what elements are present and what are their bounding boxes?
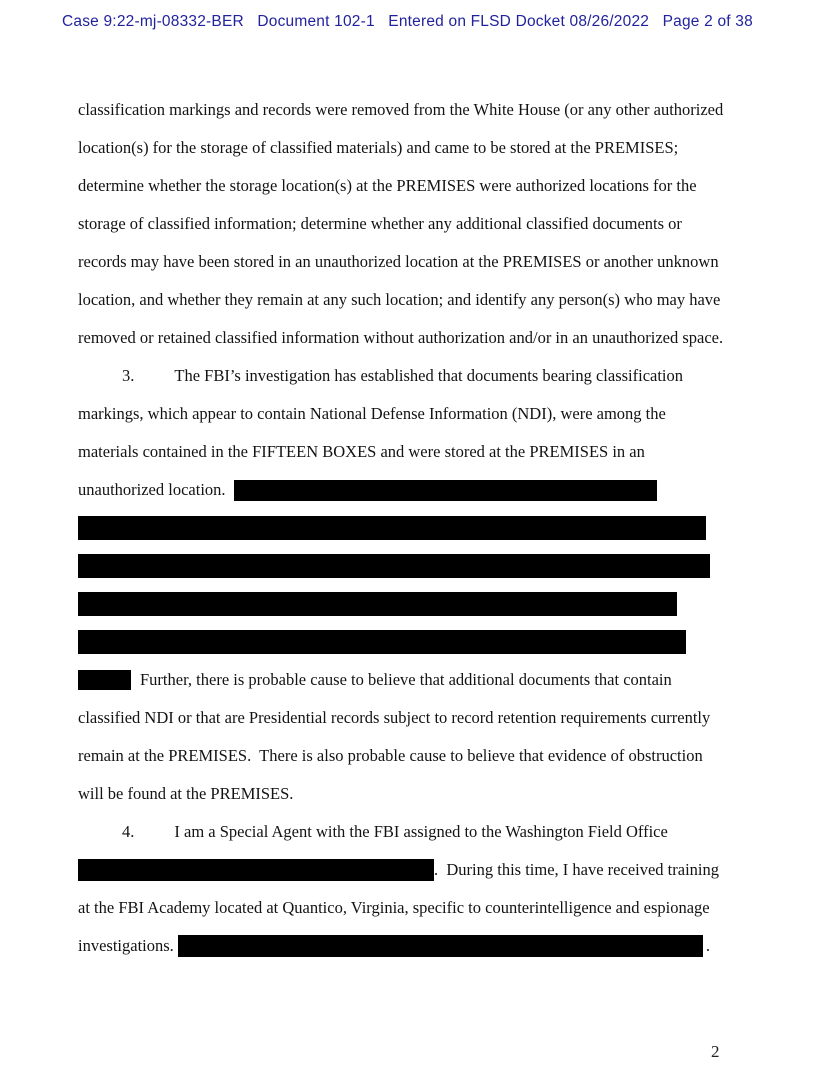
text-segment: markings, which appear to contain National Defense Information (NDI), were among the bbox=[78, 404, 666, 423]
text-line bbox=[78, 357, 726, 395]
text-line bbox=[78, 433, 726, 471]
text-segment: at the FBI Academy located at Quantico, Virginia, specific to counterintelligence and espionage bbox=[78, 898, 710, 917]
text-segment: . bbox=[705, 936, 711, 955]
text-line bbox=[78, 319, 726, 357]
text-line bbox=[78, 585, 726, 623]
text-line bbox=[78, 129, 726, 167]
text-line bbox=[78, 699, 726, 737]
text-segment: The FBI’s investigation has established that documents bearing classification bbox=[174, 366, 684, 385]
text-segment: records may have been stored in an unauthorized location at the PREMISES or another unknown bbox=[78, 252, 719, 271]
text-segment: . During this time, I have received training bbox=[434, 860, 719, 879]
text-segment: materials contained in the FIFTEEN BOXES and were stored at the PREMISES in an bbox=[78, 442, 645, 461]
case-caption-header: Case 9:22-mj-08332-BER Document 102-1 Entered on FLSD Docket 08/26/2022 Page 2 of 38 bbox=[62, 13, 753, 30]
text-line bbox=[78, 205, 726, 243]
text-segment: storage of classified information; determine whether any additional classified documents or bbox=[78, 214, 682, 233]
text-segment: unauthorized location. bbox=[78, 480, 234, 499]
text-line bbox=[78, 775, 726, 813]
text-segment: removed or retained classified information without authorization and/or in an unauthorized space. bbox=[78, 328, 724, 347]
document-body bbox=[78, 91, 726, 965]
redaction-bar bbox=[178, 935, 703, 957]
text-line bbox=[78, 737, 726, 775]
text-line bbox=[78, 509, 726, 547]
redaction-bar bbox=[78, 670, 131, 690]
text-segment: classification markings and records were removed from the White House (or any other authorized bbox=[78, 100, 724, 119]
text-line bbox=[78, 547, 726, 585]
text-line bbox=[78, 281, 726, 319]
text-line bbox=[78, 243, 726, 281]
text-segment: 4. bbox=[122, 822, 135, 841]
text-line bbox=[78, 623, 726, 661]
text-segment: location(s) for the storage of classified materials) and came to be stored at the PREMISES; bbox=[78, 138, 679, 157]
text-segment: remain at the PREMISES. There is also probable cause to believe that evidence of obstruction bbox=[78, 746, 703, 765]
text-line bbox=[78, 851, 726, 889]
redaction-bar bbox=[78, 516, 706, 540]
text-line bbox=[78, 813, 726, 851]
text-segment: will be found at the PREMISES. bbox=[78, 784, 294, 803]
text-segment: location, and whether they remain at any such location; and identify any person(s) who may have bbox=[78, 290, 721, 309]
redaction-bar bbox=[78, 554, 710, 578]
redaction-bar bbox=[78, 592, 677, 616]
text-line bbox=[78, 927, 726, 965]
text-segment: investigations. bbox=[78, 936, 178, 955]
text-line bbox=[78, 661, 726, 699]
redaction-bar bbox=[78, 859, 434, 881]
text-segment: determine whether the storage location(s) at the PREMISES were authorized locations for the bbox=[78, 176, 697, 195]
page-number: 2 bbox=[711, 1042, 720, 1061]
text-line bbox=[78, 91, 726, 129]
text-segment: Further, there is probable cause to believe that additional documents that contain bbox=[140, 670, 672, 689]
text-line bbox=[78, 471, 726, 509]
text-segment: classified NDI or that are Presidential records subject to record retention requirements currently bbox=[78, 708, 711, 727]
text-line bbox=[78, 167, 726, 205]
text-line bbox=[78, 889, 726, 927]
redaction-bar bbox=[78, 630, 686, 654]
text-segment: 3. bbox=[122, 366, 135, 385]
text-line bbox=[78, 395, 726, 433]
redaction-bar bbox=[234, 480, 657, 501]
text-segment: I am a Special Agent with the FBI assigned to the Washington Field Office bbox=[174, 822, 668, 841]
